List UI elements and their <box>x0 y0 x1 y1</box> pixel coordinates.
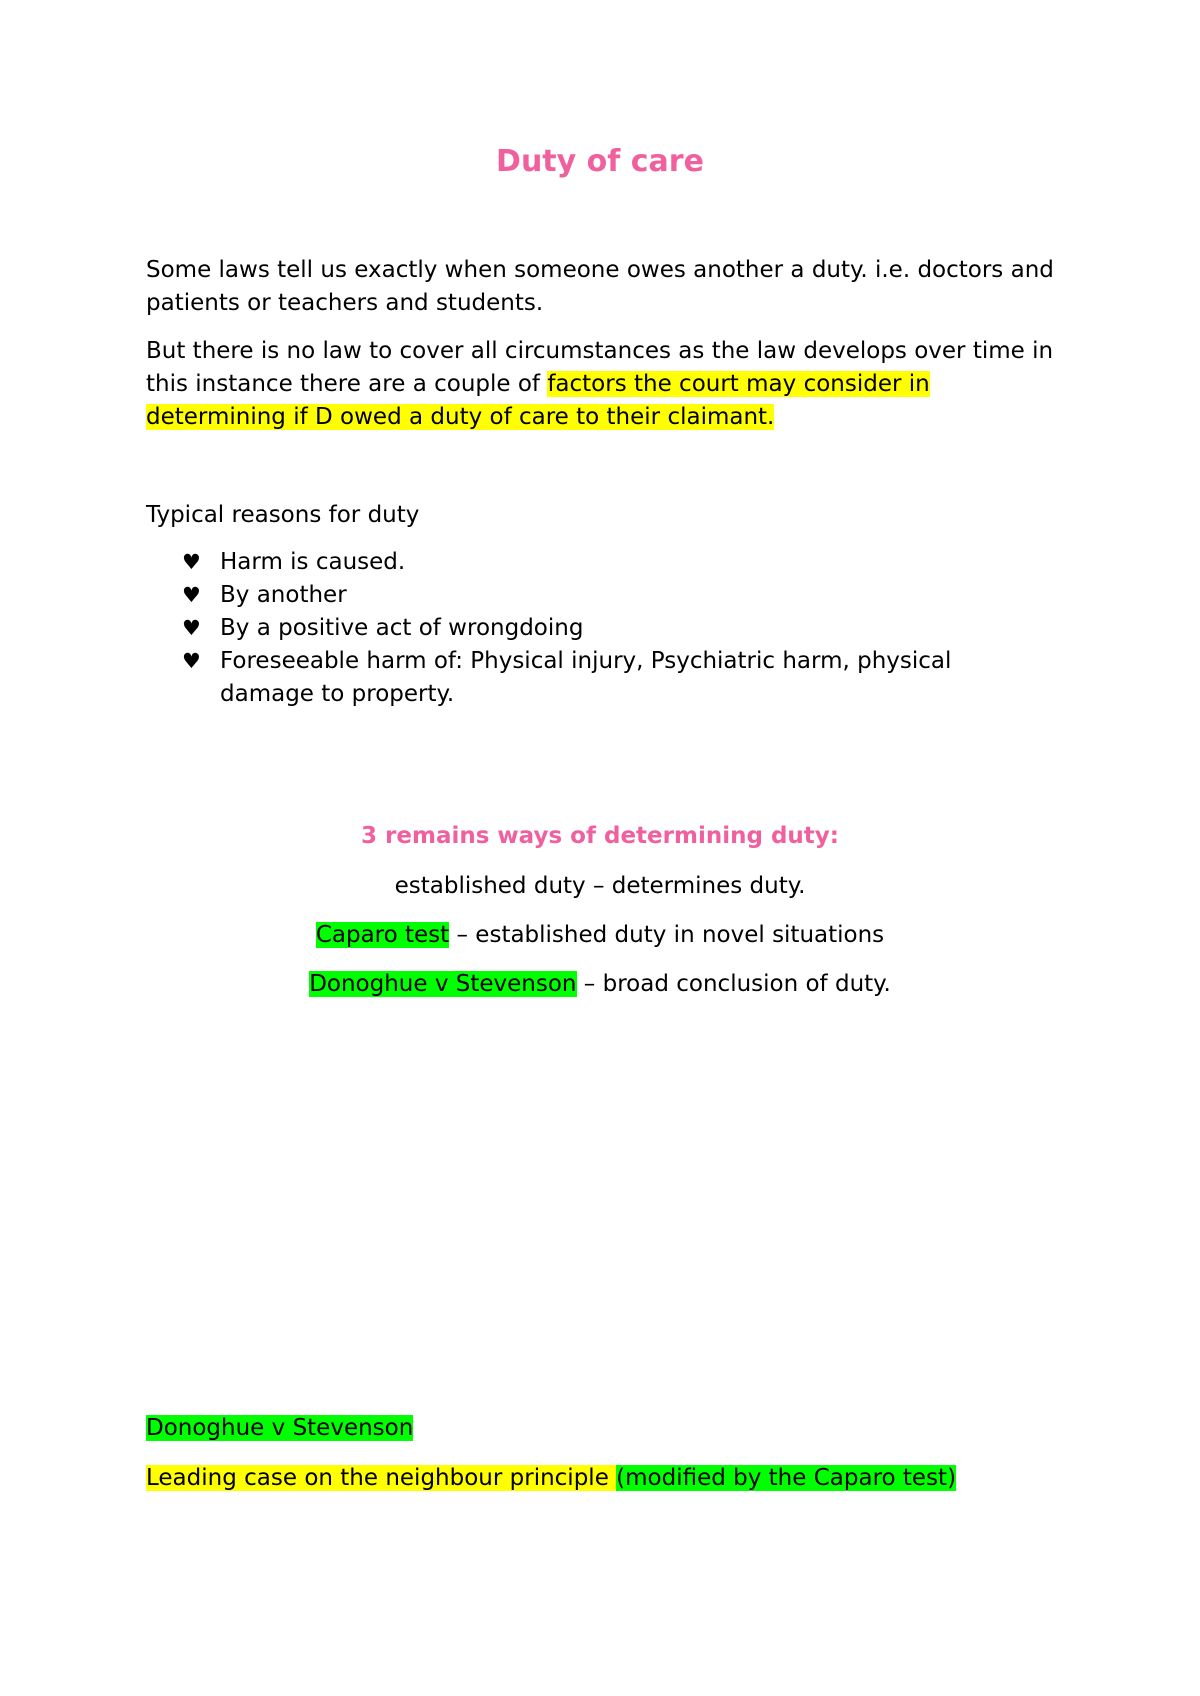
list-item-text: By a positive act of wrongdoing <box>220 615 584 641</box>
intro-paragraph-2-text: But there is no law to cover all circumstances as the law develops over time in this instance there are a couple of <box>146 338 1054 397</box>
reasons-list <box>146 546 1046 711</box>
case-description <box>146 1462 1076 1495</box>
page-title: Duty of care <box>496 144 704 179</box>
reasons-heading: Typical reasons for duty <box>146 502 420 528</box>
donoghue-highlight: Donoghue v Stevenson <box>309 971 577 997</box>
heart-bullet-icon: ♥ <box>182 616 201 640</box>
ways-heading: 3 remains ways of determining duty: <box>361 823 839 849</box>
case-description-green: (modified by the Caparo test) <box>616 1465 957 1491</box>
heart-bullet-icon: ♥ <box>182 649 201 673</box>
list-item <box>146 546 1046 579</box>
list-item-text: Harm is caused. <box>220 549 406 575</box>
ways-line-donoghue <box>0 968 1200 1001</box>
case-heading-text: Donoghue v Stevenson <box>146 1415 414 1441</box>
intro-paragraph-2 <box>146 335 1076 434</box>
list-item <box>146 579 1046 612</box>
caparo-test-description: – established duty in novel situations <box>449 922 885 948</box>
ways-line-established-duty: established duty – determines duty. <box>394 873 806 899</box>
highlighted-factors-text: factors the court may consider in determining if D owed a duty of care to their claimant. <box>146 371 930 430</box>
list-item-text: Foreseeable harm of: Physical injury, Psychiatric harm, physical damage to property. <box>220 648 952 707</box>
heart-bullet-icon: ♥ <box>182 550 201 574</box>
case-heading <box>146 1412 1076 1445</box>
caparo-test-highlight: Caparo test <box>315 922 450 948</box>
ways-line-caparo <box>0 919 1200 952</box>
list-item <box>146 645 1046 711</box>
list-item <box>146 612 1046 645</box>
heart-bullet-icon: ♥ <box>182 583 201 607</box>
intro-paragraph-1: Some laws tell us exactly when someone owes another a duty. i.e. doctors and patients or teachers and students. <box>146 257 1054 316</box>
list-item-text: By another <box>220 582 347 608</box>
case-description-yellow: Leading case on the neighbour principle <box>146 1465 617 1491</box>
donoghue-description: – broad conclusion of duty. <box>576 971 891 997</box>
